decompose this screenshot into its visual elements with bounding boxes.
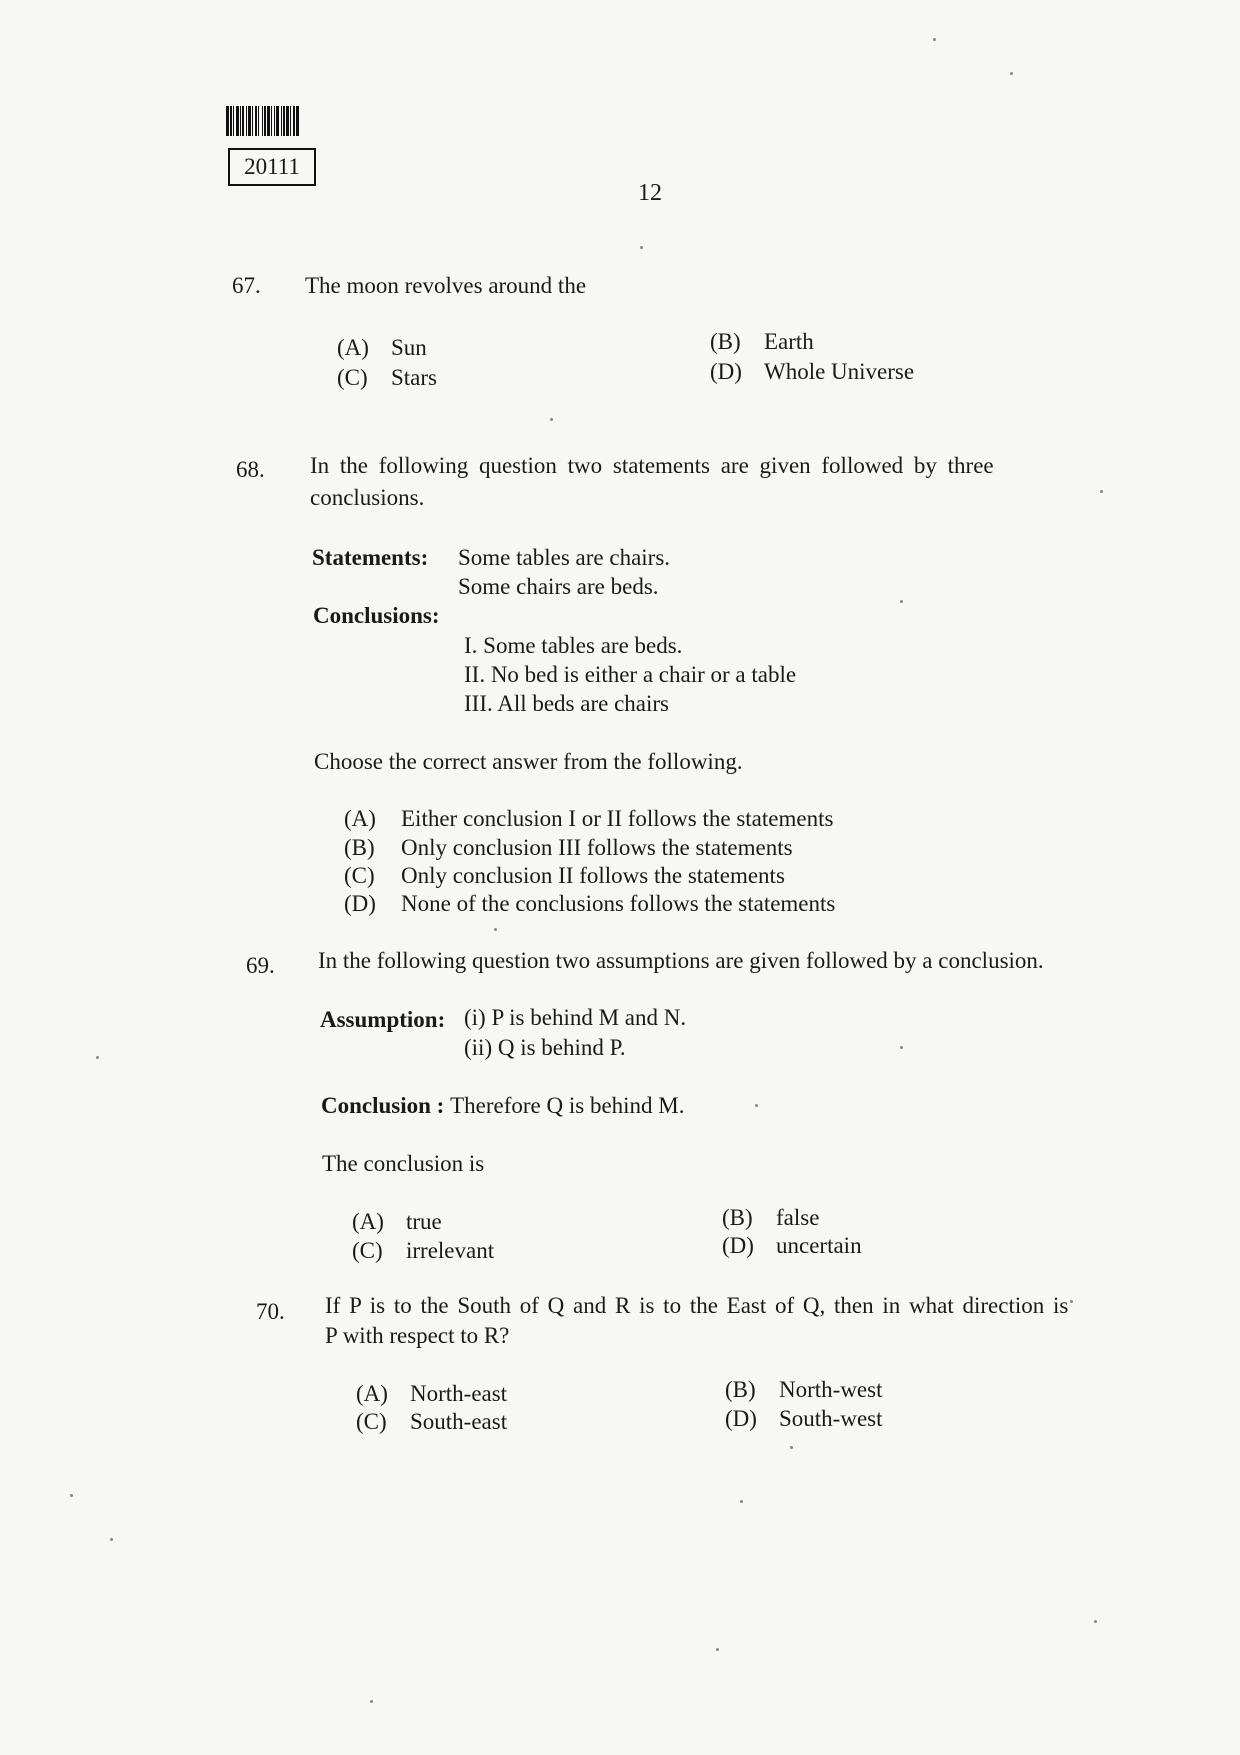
conclusion-2: II. No bed is either a chair or a table [464, 662, 797, 687]
option-text: Only conclusion II follows the statements [401, 863, 785, 888]
statement-2: Some chairs are beds. [458, 574, 659, 599]
option-b [344, 834, 793, 862]
assumption-2: (ii) Q is behind P. [464, 1035, 626, 1060]
option-d [344, 890, 835, 918]
scan-speck [494, 928, 497, 931]
option-text: None of the conclusions follows the statements [401, 891, 836, 916]
conclusion-prompt: The conclusion is [322, 1151, 485, 1176]
option-text: Sun [391, 335, 427, 360]
scan-speck [755, 1104, 758, 1107]
assumption-1: (i) P is behind M and N. [464, 1005, 687, 1030]
option-b [710, 328, 814, 356]
conclusion-text: Therefore Q is behind M. [450, 1093, 685, 1118]
option-text: uncertain [776, 1233, 862, 1258]
option-letter: (A) [344, 806, 376, 831]
scan-speck [1010, 72, 1013, 75]
scan-speck [370, 1700, 373, 1703]
option-letter: (C) [356, 1409, 387, 1434]
option-c [356, 1408, 507, 1436]
conclusion-1: I. Some tables are beds. [464, 633, 683, 658]
question-text: The moon revolves around the [305, 273, 587, 298]
scan-speck [1094, 1620, 1097, 1623]
scan-speck [96, 1056, 99, 1059]
option-a [337, 334, 427, 362]
question-number: 68. [236, 457, 265, 482]
option-a [344, 805, 833, 833]
option-letter: (A) [356, 1381, 388, 1406]
option-text: South-west [779, 1406, 883, 1431]
scan-speck [740, 1500, 743, 1503]
option-c [352, 1237, 494, 1265]
scan-speck [70, 1494, 73, 1497]
option-b [725, 1376, 882, 1404]
option-letter: (B) [725, 1377, 756, 1402]
option-text: irrelevant [406, 1238, 495, 1263]
conclusions-label: Conclusions: [313, 603, 440, 628]
conclusion-3: III. All beds are chairs [464, 691, 670, 716]
question-text: In the following question two assumptions are given followed by a conclusion. [318, 948, 1044, 973]
option-text: Only conclusion III follows the statements [401, 835, 793, 860]
option-text: Whole Universe [764, 359, 915, 384]
option-d [725, 1405, 883, 1433]
question-number: 70. [256, 1299, 285, 1324]
paper-code: 20111 [228, 148, 316, 186]
option-text: Earth [764, 329, 814, 354]
barcode-icon [226, 106, 384, 136]
option-a [356, 1380, 507, 1408]
option-text: Either conclusion I or II follows the statements [401, 806, 834, 831]
option-letter: (D) [725, 1406, 757, 1431]
conclusion-line [321, 1092, 685, 1120]
option-letter: (B) [722, 1205, 753, 1230]
option-letter: (D) [344, 891, 376, 916]
barcode-bar [296, 106, 299, 136]
option-letter: (C) [337, 365, 368, 390]
option-text: South-east [410, 1409, 508, 1434]
question-text-line1: In the following question two statements are given followed by three [310, 453, 994, 478]
statement-1: Some tables are chairs. [458, 545, 671, 570]
option-letter: (D) [722, 1233, 754, 1258]
scan-speck [110, 1538, 113, 1541]
scan-speck [1100, 490, 1103, 493]
option-letter: (A) [352, 1209, 384, 1234]
option-c [337, 364, 437, 392]
instruction: Choose the correct answer from the following. [314, 749, 743, 774]
question-text-line2: conclusions. [310, 485, 425, 510]
option-b [722, 1204, 819, 1232]
option-letter: (D) [710, 359, 742, 384]
option-letter: (C) [352, 1238, 383, 1263]
option-letter: (B) [344, 835, 375, 860]
scan-speck [933, 38, 936, 41]
option-text: Stars [391, 365, 437, 390]
option-c [344, 862, 785, 890]
option-letter: (C) [344, 863, 375, 888]
option-text: North-east [410, 1381, 508, 1406]
option-d [710, 358, 914, 386]
statements-label: Statements: [312, 545, 429, 570]
option-text: North-west [779, 1377, 883, 1402]
question-number: 69. [246, 953, 275, 978]
scan-speck [900, 600, 903, 603]
question-text-line1: If P is to the South of Q and R is to the East of Q, then in what direction is [325, 1293, 1069, 1318]
scan-speck [790, 1446, 793, 1449]
scan-speck [1070, 1300, 1073, 1303]
scan-speck [716, 1648, 719, 1651]
option-letter: (A) [337, 335, 369, 360]
page-number: 12 [638, 180, 662, 206]
scan-speck [900, 1046, 903, 1049]
assumption-label: Assumption: [320, 1007, 446, 1032]
option-text: true [406, 1209, 442, 1234]
option-text: false [776, 1205, 820, 1230]
scan-speck [640, 246, 643, 249]
option-a [352, 1208, 442, 1236]
conclusion-label: Conclusion : [321, 1093, 445, 1118]
option-letter: (B) [710, 329, 741, 354]
question-number: 67. [232, 273, 261, 298]
scan-speck [550, 418, 553, 421]
question-text-line2: P with respect to R? [325, 1323, 510, 1348]
option-d [722, 1232, 862, 1260]
